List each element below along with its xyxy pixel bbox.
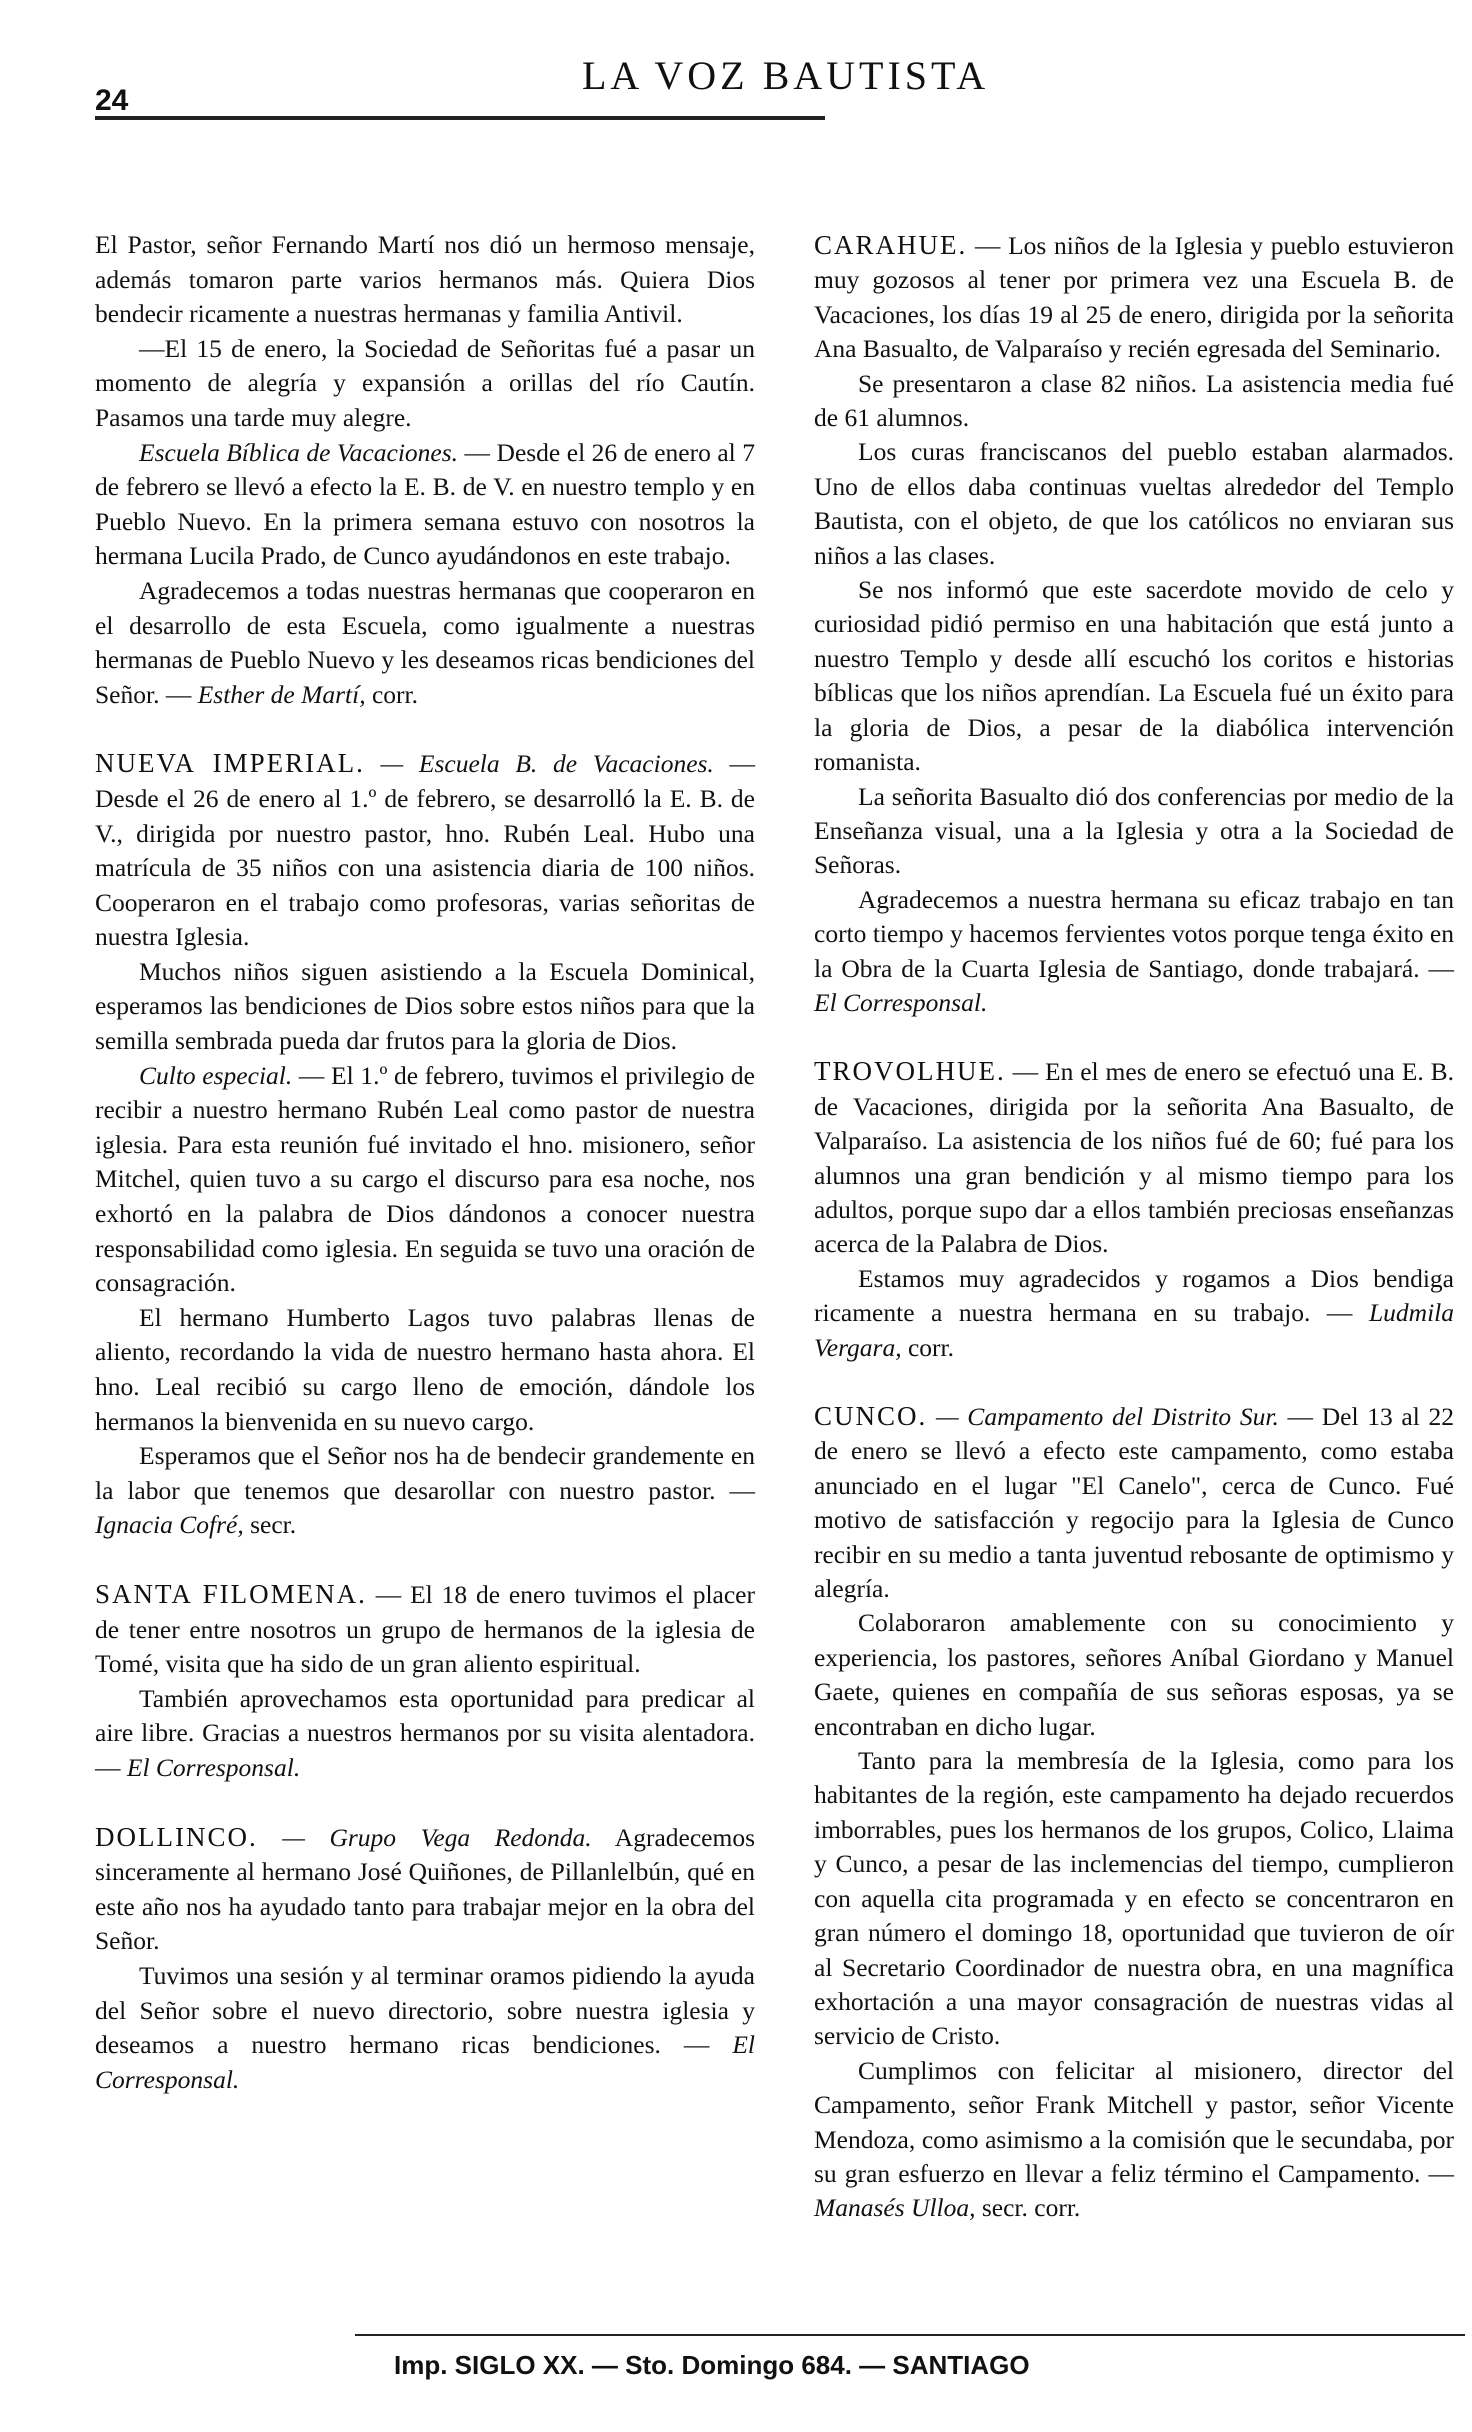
paragraph-text: — El 1.º de febrero, tuvimos el privilegio de recibir a nuestro hermano Rubén Leal como pastor de nuestra iglesia. Para esta reunión fué invitado el hno. misionero, señor Mitchel, quien tuvo a su cargo el discurso para esa noche, nos exhortó en la palabra de Dios dándonos a conocer nuestra responsabilidad como iglesia. En seguida se tuvo una oración de consagración.	[95, 1060, 756, 1298]
signature: El Corresponsal.	[814, 987, 988, 1017]
place-heading: SANTA FILOMENA.	[95, 1578, 367, 1609]
article-paragraph: Muchos niños siguen asistiendo a la Escuela Dominical, esperamos las bendiciones de Dios sobre estos niños para que la semilla sembrada pueda dar frutos para la gloria de Dios.	[95, 956, 755, 1056]
paragraph-text: — Los niños de la Iglesia y pueblo estuvieron muy gozosos al tener por primera vez una Escuela B. de Vacaciones, los días 19 al 25 de enero, dirigida por la señorita Ana Basualto, de Valparaíso y recién egresada del Seminario.	[814, 231, 1454, 364]
signature: El Corresponsal.	[126, 1752, 301, 1782]
article-paragraph: El hermano Humberto Lagos tuvo palabras llenas de aliento, recordando la vida de nuestro hermano hasta ahora. El hno. Leal recibió su cargo lleno de emoción, dándole los hermanos la bienvenida en su nuevo cargo.	[95, 1302, 755, 1436]
paragraph-text: Agradecemos sinceramente al hermano José Quiñones, de Pillanlelbún, qué en este año nos ha ayudado tanto para trabajar mejor en la obra del Señor.	[95, 1822, 755, 1956]
section-trovolhue	[814, 1054, 1454, 1261]
signature: El Corresponsal.	[95, 2030, 755, 2094]
paragraph-text: Agradecemos a nuestra hermana su eficaz trabajo en tan corto tiempo y hacemos fervientes votos porque tenga éxito en la Obra de la Cuarta Iglesia de Santiago, donde trabajará. —	[814, 884, 1454, 983]
subheading: Escuela Bíblica de Vacaciones.	[139, 437, 459, 467]
section-dollinco	[95, 1820, 755, 1959]
article-paragraph	[95, 1959, 755, 2097]
article-paragraph: La señorita Basualto dió dos conferencias por medio de la Enseñanza visual, una a la Iglesia y otra a la Sociedad de Señoras.	[814, 781, 1454, 880]
place-heading: CARAHUE.	[814, 230, 968, 260]
section-nueva-imperial	[95, 746, 755, 955]
signature-role: secr. corr.	[975, 2193, 1081, 2223]
article-paragraph	[95, 1439, 755, 1543]
place-heading: DOLLINCO.	[95, 1821, 258, 1852]
article-paragraph	[814, 1262, 1454, 1365]
article-paragraph: Se nos informó que este sacerdote movido de celo y curiosidad pidió permiso en una habitación que está junto a nuestro Templo y desde allí escuchó los coritos e historias bíblicas que los niños aprendían. La Escuela fué un éxito para la gloria de Dios, a pesar de la diabólica intervención romanista.	[814, 575, 1454, 777]
article-paragraph: Se presentaron a clase 82 niños. La asistencia media fué de 61 alumnos.	[814, 368, 1454, 433]
signature-role: secr.	[243, 1510, 297, 1540]
paragraph-text: Tuvimos una sesión y al terminar oramos pidiendo la ayuda del Señor sobre el nuevo directorio, sobre nuestra iglesia y deseamos a nuestro hermano ricas bendiciones. —	[95, 1960, 755, 2060]
subheading: Culto especial.	[139, 1060, 293, 1090]
paragraph-text: — Del 13 al 22 de enero se llevó a efecto este campamento, como estaba anunciado en el lugar "El Canelo", cerca de Cunco. Fué motivo de satisfacción y regocijo para la Iglesia de Cunco recibir en su medio a tanta juventud rebosante de optimismo y alegría.	[814, 1402, 1454, 1604]
article-paragraph	[814, 2054, 1454, 2226]
paragraph-text: — En el mes de enero se efectuó una E. B. de Vacaciones, dirigida por la señorita Ana Basualto, de Valparaíso. La asistencia de los niños fué de 60; fué para los alumnos una gran bendición y al mismo tiempo para los adultos, porque supo dar a ellos también preciosas enseñanzas acerca de la Palabra de Dios.	[814, 1057, 1454, 1259]
article-paragraph	[95, 1059, 755, 1301]
article-paragraph: —El 15 de enero, la Sociedad de Señoritas fué a pasar un momento de alegría y expansión a orillas del río Cautín. Pasamos una tarde muy alegre.	[95, 333, 755, 432]
article-paragraph: Los curas franciscanos del pueblo estaban alarmados. Uno de ellos daba continuas vueltas alrededor del Templo Bautista, con el objeto, de que los católicos no enviaran sus niños a las clases.	[814, 437, 1454, 570]
section-carahue	[814, 228, 1454, 367]
place-heading: NUEVA IMPERIAL.	[95, 748, 365, 779]
header-rule	[95, 116, 825, 120]
article-paragraph: Tanto para la membresía de la Iglesia, como para los habitantes de la región, este campamento ha dejado recuerdos imborrables, pues los hermanos de los grupos, Colico, Llaima y Cunco, a pesar de las inclemencias del tiempo, cumplieron con aquella cita programada y en efecto se concentraron en gran número el domingo 18, oportunidad que tuvieron de oír al Secretario Coordinador de nuestra obra, en una magnífica exhortación a una mayor consagración de nuestras vidas al servicio de Cristo.	[814, 1746, 1454, 2051]
paragraph-text: — Desde el 26 de enero al 7 de febrero se llevó a efecto la E. B. de V. en nuestro templo y en Pueblo Nuevo. En la primera semana estuvo con nosotros la hermana Lucila Prado, de Cunco ayudándonos en este trabajo.	[95, 437, 755, 571]
paragraph-text: Estamos muy agradecidos y rogamos a Dios bendiga ricamente a nuestra hermana en su trabajo. —	[814, 1263, 1454, 1328]
paragraph-text: Esperamos que el Señor nos ha de bendecir grandemente en la labor que tenemos que desarollar con nuestro pastor. —	[95, 1441, 755, 1505]
page-number: 24	[95, 84, 129, 117]
signature: Ludmila Vergara,	[814, 1298, 1454, 1362]
subheading: — Campamento del Distrito Sur.	[927, 1402, 1279, 1431]
signature: Manasés Ulloa,	[814, 2193, 976, 2223]
article-paragraph	[95, 1682, 755, 1786]
right-column	[814, 228, 1454, 2226]
left-column	[95, 228, 755, 2097]
section-cunco	[814, 1399, 1454, 1606]
place-heading: CUNCO.	[814, 1401, 928, 1431]
imprint: Imp. SIGLO XX. — Sto. Domingo 684. — SANTIAGO	[394, 2350, 1030, 2380]
subheading: — Escuela B. de Vacaciones.	[364, 749, 714, 779]
paragraph-text: — El 18 de enero tuvimos el placer de tener entre nosotros un grupo de hermanos de la iglesia de Tomé, visita que ha sido de un gran aliento espiritual.	[95, 1579, 755, 1679]
article-paragraph	[814, 883, 1454, 1021]
running-title: LA VOZ BAUTISTA	[582, 53, 990, 98]
place-heading: TROVOLHUE.	[814, 1056, 1006, 1087]
article-paragraph	[95, 574, 755, 712]
footer-rule	[355, 2334, 1465, 2336]
article-paragraph: El Pastor, señor Fernando Martí nos dió un hermoso mensaje, además tomaron parte varios hermanos más. Quiera Dios bendecir ricamente a nuestras hermanas y familia Antivil.	[95, 230, 755, 329]
article-paragraph	[95, 436, 755, 574]
paragraph-text: — Desde el 26 de enero al 1.º de febrero, se desarrolló la E. B. de V., dirigida por nuestro pastor, hno. Rubén Leal. Hubo una matrícula de 35 niños con una asistencia diaria de 100 niños. Cooperaron en el trabajo como profesoras, varias señoritas de nuestra Iglesia.	[95, 749, 756, 952]
signature-role: corr.	[365, 679, 418, 709]
signature-role: corr.	[901, 1332, 955, 1362]
paragraph-text: Agradecemos a todas nuestras hermanas que cooperaron en el desarrollo de esta Escuela, como igualmente a nuestras hermanas de Pueblo Nuevo y les deseamos ricas bendiciones del Señor. —	[95, 575, 755, 709]
article-paragraph: Colaboraron amablemente con su conocimiento y experiencia, los pastores, señores Aníbal Giordano y Manuel Gaete, quienes en compañía de sus señoras esposas, ya se encontraban en dicho lugar.	[814, 1608, 1454, 1741]
section-santa-filomena	[95, 1577, 755, 1682]
paragraph-text: También aprovechamos esta oportunidad para predicar al aire libre. Gracias a nuestros hermanos por su visita alentadora. —	[95, 1683, 755, 1782]
paragraph-text: Cumplimos con felicitar al misionero, director del Campamento, señor Frank Mitchell y pastor, señor Vicente Mendoza, como asimismo a la comisión que le secundaba, por su gran esfuerzo en llevar a feliz término el Campamento. —	[814, 2055, 1454, 2188]
signature: Ignacia Cofré,	[95, 1510, 244, 1540]
subheading: — Grupo Vega Redonda.	[257, 1822, 592, 1852]
signature: Esther de Martí,	[197, 679, 366, 709]
